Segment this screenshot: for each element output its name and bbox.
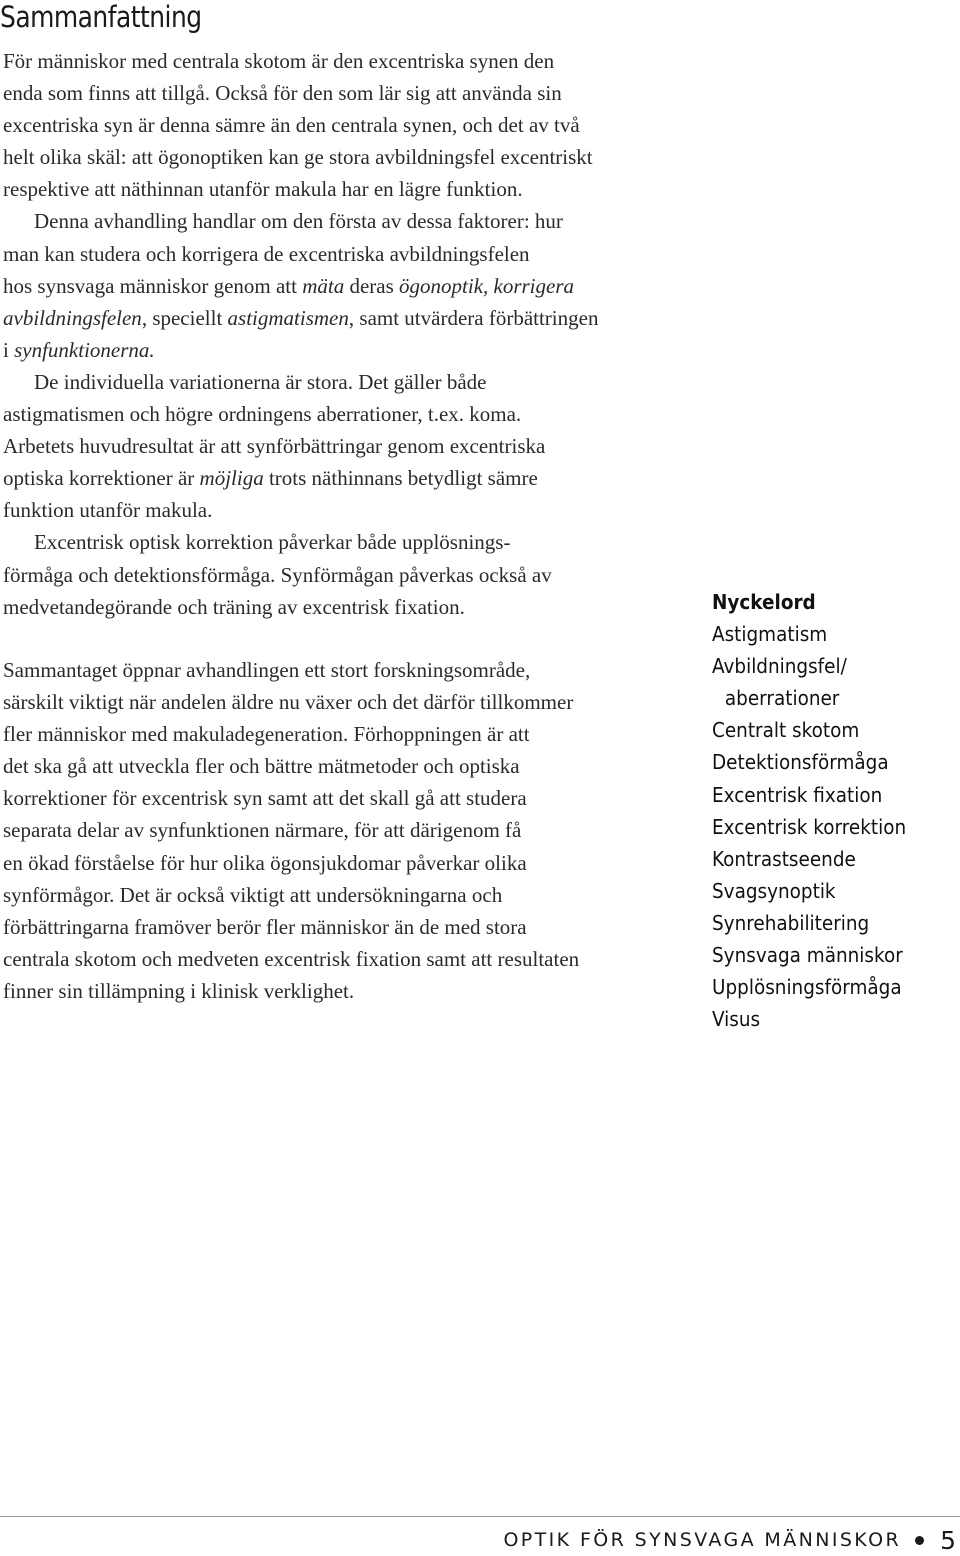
page-title: Sammanfattning <box>0 0 202 34</box>
text-line: separata delar av synfunktionen närmare, för att därigenom få <box>3 818 522 843</box>
text-line: enda som finns att tillgå. Också för den som lär sig att använda sin <box>3 81 562 106</box>
text-line: en ökad förståelse för hur olika ögonsjukdomar påverkar olika <box>3 850 527 875</box>
page-number: 5 <box>940 1525 956 1555</box>
keyword-item: Detektionsförmåga <box>712 750 889 775</box>
text-run: optiska korrektioner är <box>3 466 200 491</box>
text-run: hos synsvaga människor genom att <box>3 273 303 298</box>
text-line: särskilt viktigt när andelen äldre nu växer och det därför tillkommer <box>3 690 574 715</box>
footer-divider <box>0 1516 960 1517</box>
paragraph-1 <box>3 45 663 205</box>
text-line: det ska gå att utveckla fler och bättre mätmetoder och optiska <box>3 754 520 779</box>
paragraph-2 <box>3 205 663 365</box>
keyword-item: Excentrisk korrektion <box>712 814 907 839</box>
text-run: , speciellt <box>141 305 228 330</box>
text-run: trots näthinnans betydligt sämre <box>263 466 538 491</box>
text-line: Excentrisk optisk korrektion påverkar både upplösnings- <box>34 530 511 555</box>
keywords-sidebar <box>712 586 952 1035</box>
text-line: förbättringarna framöver berör fler människor än de med stora <box>3 914 527 939</box>
keyword-item: Avbildningsfel/ <box>712 654 847 679</box>
summary-text <box>3 45 663 623</box>
keyword-item: Synsvaga människor <box>712 943 903 968</box>
text-line: Denna avhandling handlar om den första av dessa faktorer: hur <box>34 209 563 234</box>
keyword-item: Visus <box>712 1007 761 1032</box>
italic-term: ögonoptik, korrigera <box>399 273 575 298</box>
text-line: förmåga och detektionsförmåga. Synförmågan påverkas också av <box>3 562 552 587</box>
text-line: För människor med centrala skotom är den excentriska synen den <box>3 49 555 73</box>
text-line <box>3 302 663 334</box>
keyword-item: Centralt skotom <box>712 718 860 743</box>
keyword-item: Svagsynoptik <box>712 878 836 903</box>
text-line: finner sin tillämpning i klinisk verklighet. <box>3 978 355 1003</box>
text-run: i <box>3 337 15 362</box>
text-line: Arbetets huvudresultat är att synförbättringar genom excentriska <box>3 434 546 459</box>
italic-term: avbildningsfelen <box>3 305 142 330</box>
text-run: deras <box>344 273 400 298</box>
keywords-title: Nyckelord <box>712 590 816 614</box>
text-line: De individuella variationerna är stora. Det gäller både <box>34 369 487 394</box>
keyword-item-continuation: aberrationer <box>724 686 840 711</box>
text-line: astigmatismen och högre ordningens aberrationer, t.ex. koma. <box>3 402 522 427</box>
text-line: Sammantaget öppnar avhandlingen ett stort forskningsområde, <box>3 658 531 682</box>
keyword-item: Kontrastseende <box>712 846 856 871</box>
italic-term: mäta <box>302 273 345 298</box>
text-line: man kan studera och korrigera de excentriska avbildningsfelen <box>3 241 530 266</box>
keyword-item: Upplösningsförmåga <box>712 975 902 1000</box>
text-line: fler människor med makuladegeneration. Förhoppningen är att <box>3 722 530 747</box>
keyword-item: Excentrisk fixation <box>712 782 883 807</box>
paragraph-3 <box>3 366 663 526</box>
paragraph-4 <box>3 526 663 622</box>
italic-term: synfunktionerna. <box>14 337 155 362</box>
italic-term: astigmatismen <box>227 305 349 330</box>
text-line: korrektioner för excentrisk syn samt att det skall gå att studera <box>3 786 527 811</box>
text-line <box>3 334 663 366</box>
text-line: synförmågor. Det är också viktigt att undersökningarna och <box>3 882 503 907</box>
page-footer <box>503 1524 956 1556</box>
keyword-item: Astigmatism <box>712 622 828 647</box>
text-line <box>3 462 663 494</box>
text-line: respektive att näthinnan utanför makula har en lägre funktion. <box>3 177 523 202</box>
keyword-item: Synrehabilitering <box>712 910 870 935</box>
running-title: OPTIK FÖR SYNSVAGA MÄNNISKOR <box>503 1529 902 1551</box>
text-run: , samt utvärdera förbättringen <box>348 305 599 330</box>
bullet-separator-icon <box>915 1536 924 1545</box>
text-line: excentriska syn är denna sämre än den centrala synen, och det av två <box>3 113 580 138</box>
closing-paragraph <box>3 654 663 1007</box>
text-line: medvetandegörande och träning av excentrisk fixation. <box>3 594 465 619</box>
text-line: funktion utanför makula. <box>3 498 213 523</box>
text-line <box>3 270 663 302</box>
text-line: centrala skotom och medveten excentrisk fixation samt att resultaten <box>3 946 580 971</box>
italic-term: möjliga <box>199 466 264 491</box>
text-line: helt olika skäl: att ögonoptiken kan ge stora avbildningsfel excentriskt <box>3 145 593 170</box>
